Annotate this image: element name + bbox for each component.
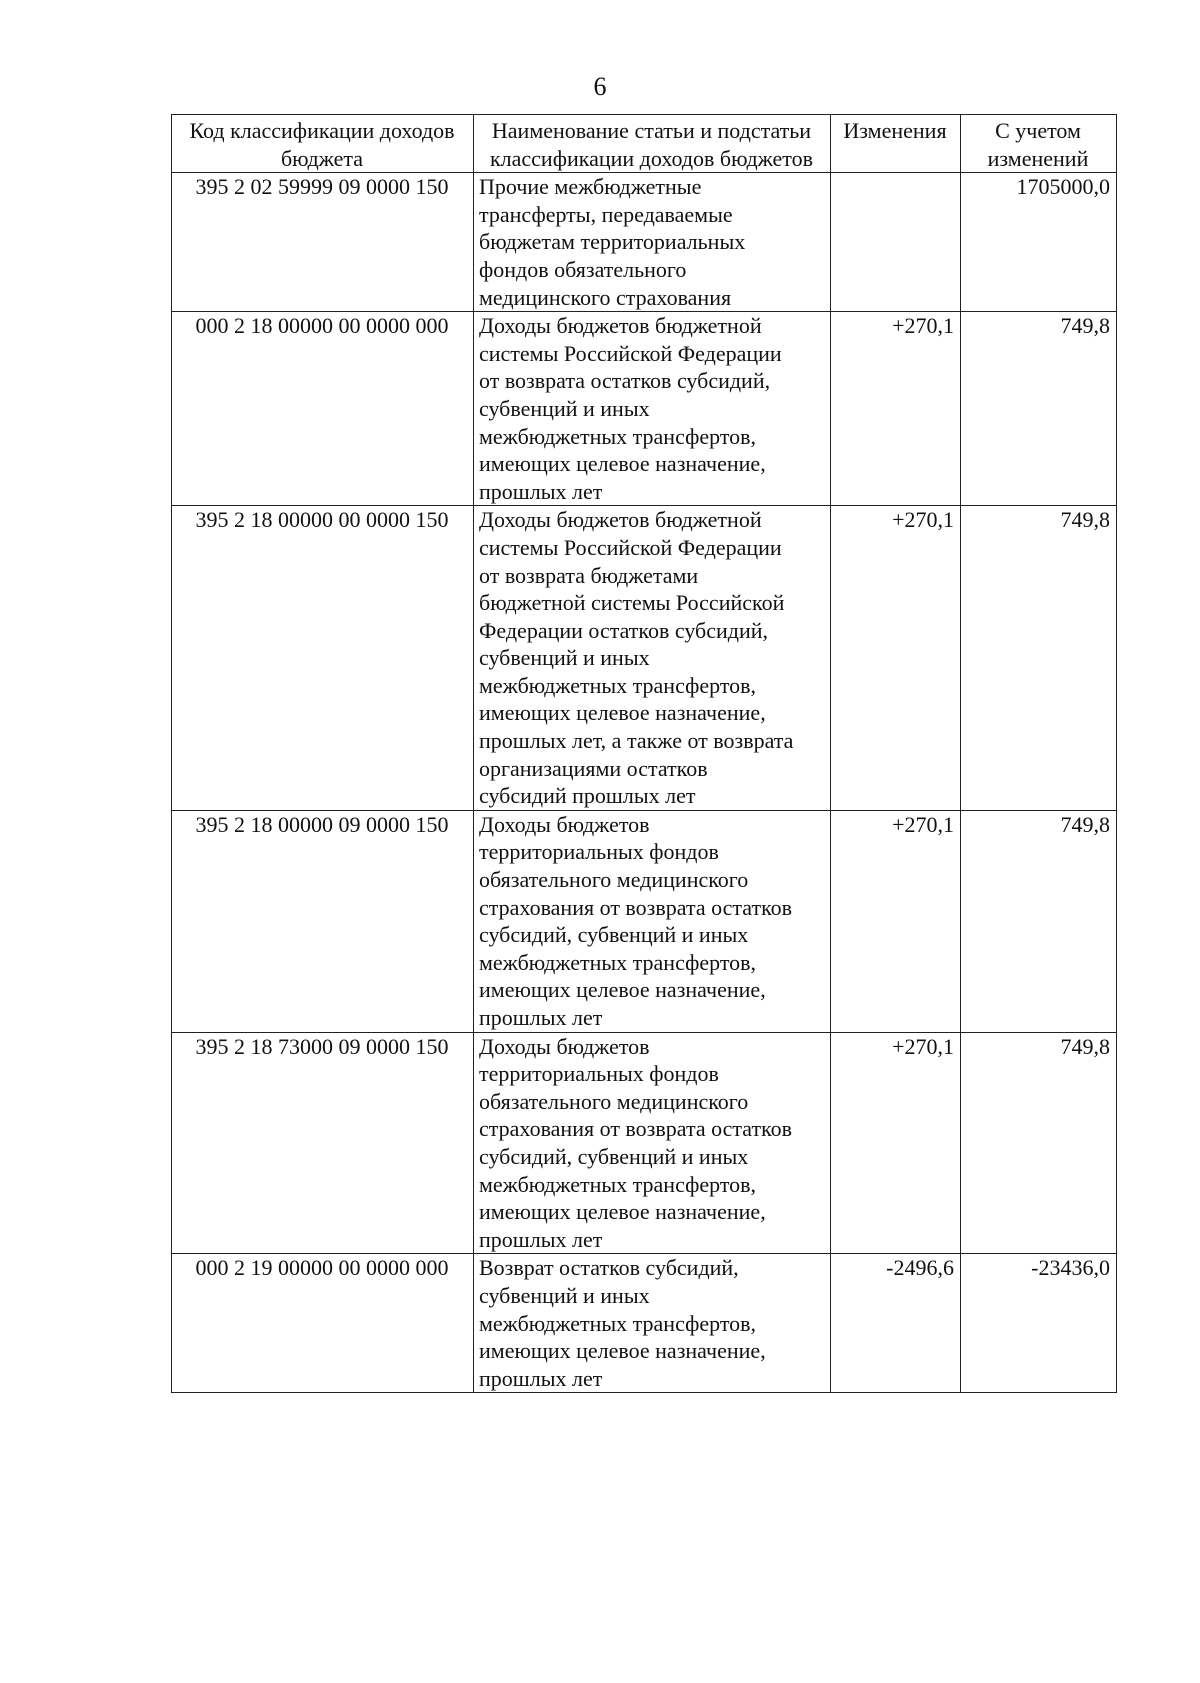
item-name-line: прошлых лет bbox=[479, 1365, 603, 1391]
total-amount: 1705000,0 bbox=[961, 173, 1117, 312]
item-name-line: страхования от возврата остатков bbox=[479, 1116, 793, 1142]
item-name-line: системы Российской Федерации bbox=[479, 340, 782, 366]
item-name-line: межбюджетных трансфертов, bbox=[479, 1310, 757, 1336]
change-amount: +270,1 bbox=[831, 810, 961, 1032]
item-name-line: межбюджетных трансфертов, bbox=[479, 423, 757, 449]
item-name bbox=[474, 506, 831, 811]
item-name-line: имеющих целевое назначение, bbox=[479, 1199, 766, 1225]
total-amount: 749,8 bbox=[961, 810, 1117, 1032]
item-name-line: прошлых лет bbox=[479, 478, 603, 504]
table-row bbox=[172, 312, 1117, 506]
classification-code: 395 2 18 00000 09 0000 150 bbox=[172, 810, 474, 1032]
total-amount: 749,8 bbox=[961, 312, 1117, 506]
classification-code: 395 2 02 59999 09 0000 150 bbox=[172, 173, 474, 312]
item-name-line: от возврата бюджетами bbox=[479, 562, 699, 588]
item-name-line: прошлых лет bbox=[479, 1005, 603, 1030]
table-row bbox=[172, 1254, 1117, 1393]
item-name-line: субвенций и иных bbox=[479, 645, 650, 671]
item-name-line: прошлых лет, а также от возврата bbox=[479, 728, 794, 754]
item-name bbox=[474, 312, 831, 506]
item-name-line: субвенций и иных bbox=[479, 1282, 650, 1308]
item-name-line: бюджетам территориальных bbox=[479, 229, 746, 255]
item-name-line: имеющих целевое назначение, bbox=[479, 451, 766, 477]
page-number: 6 bbox=[593, 72, 607, 101]
table-row bbox=[172, 173, 1117, 312]
item-name-line: субсидий, субвенций и иных bbox=[479, 1143, 749, 1169]
item-name-line: Федерации остатков субсидий, bbox=[479, 617, 769, 643]
table-header-row bbox=[172, 115, 1117, 173]
classification-code: 395 2 18 00000 00 0000 150 bbox=[172, 506, 474, 811]
table-body bbox=[172, 173, 1117, 1393]
item-name-line: организациями остатков bbox=[479, 755, 708, 781]
item-name-line: межбюджетных трансфертов, bbox=[479, 1171, 757, 1197]
total-amount: 749,8 bbox=[961, 1032, 1117, 1254]
item-name-line: обязательного медицинского bbox=[479, 1088, 749, 1114]
item-name-line: субсидий, субвенций и иных bbox=[479, 922, 749, 948]
item-name-line: территориальных фондов bbox=[479, 1061, 719, 1087]
header-total: С учетом изменений bbox=[961, 115, 1117, 173]
budget-classification-table bbox=[171, 114, 1117, 1393]
item-name-line: Доходы бюджетов bbox=[479, 1033, 650, 1059]
item-name-line: страхования от возврата остатков bbox=[479, 894, 793, 920]
item-name-line: фондов обязательного bbox=[479, 256, 687, 282]
item-name-line: имеющих целевое назначение, bbox=[479, 977, 766, 1003]
item-name-line: Прочие межбюджетные bbox=[479, 174, 702, 200]
item-name-line: территориальных фондов bbox=[479, 839, 719, 865]
item-name bbox=[474, 1254, 831, 1393]
header-change: Изменения bbox=[831, 115, 961, 173]
item-name-line: Возврат остатков субсидий, bbox=[479, 1255, 739, 1281]
change-amount bbox=[831, 173, 961, 312]
item-name bbox=[474, 173, 831, 312]
table-row bbox=[172, 1032, 1117, 1254]
header-code: Код классификации доходов бюджета bbox=[172, 115, 474, 173]
item-name-line: имеющих целевое назначение, bbox=[479, 700, 766, 726]
item-name-line: межбюджетных трансфертов, bbox=[479, 949, 757, 975]
item-name-line: бюджетной системы Российской bbox=[479, 590, 785, 616]
item-name-line: Доходы бюджетов бюджетной bbox=[479, 313, 762, 339]
item-name bbox=[474, 810, 831, 1032]
table-row bbox=[172, 810, 1117, 1032]
item-name-line: субсидий прошлых лет bbox=[479, 783, 696, 809]
classification-code: 395 2 18 73000 09 0000 150 bbox=[172, 1032, 474, 1254]
item-name-line: Доходы бюджетов bbox=[479, 811, 650, 837]
total-amount: 749,8 bbox=[961, 506, 1117, 811]
change-amount: +270,1 bbox=[831, 506, 961, 811]
change-amount: +270,1 bbox=[831, 312, 961, 506]
item-name-line: обязательного медицинского bbox=[479, 867, 749, 893]
table-row bbox=[172, 506, 1117, 811]
header-name: Наименование статьи и подстатьи классификации доходов бюджетов bbox=[474, 115, 831, 173]
classification-code: 000 2 19 00000 00 0000 000 bbox=[172, 1254, 474, 1393]
item-name-line: от возврата остатков субсидий, bbox=[479, 368, 771, 394]
change-amount: -2496,6 bbox=[831, 1254, 961, 1393]
item-name-line: Доходы бюджетов бюджетной bbox=[479, 507, 762, 533]
item-name-line: имеющих целевое назначение, bbox=[479, 1338, 766, 1364]
item-name-line: субвенций и иных bbox=[479, 395, 650, 421]
item-name-line: прошлых лет bbox=[479, 1226, 603, 1252]
item-name bbox=[474, 1032, 831, 1254]
change-amount: +270,1 bbox=[831, 1032, 961, 1254]
classification-code: 000 2 18 00000 00 0000 000 bbox=[172, 312, 474, 506]
item-name-line: системы Российской Федерации bbox=[479, 534, 782, 560]
total-amount: -23436,0 bbox=[961, 1254, 1117, 1393]
item-name-line: трансферты, передаваемые bbox=[479, 201, 733, 227]
item-name-line: межбюджетных трансфертов, bbox=[479, 672, 757, 698]
item-name-line: медицинского страхования bbox=[479, 284, 732, 310]
